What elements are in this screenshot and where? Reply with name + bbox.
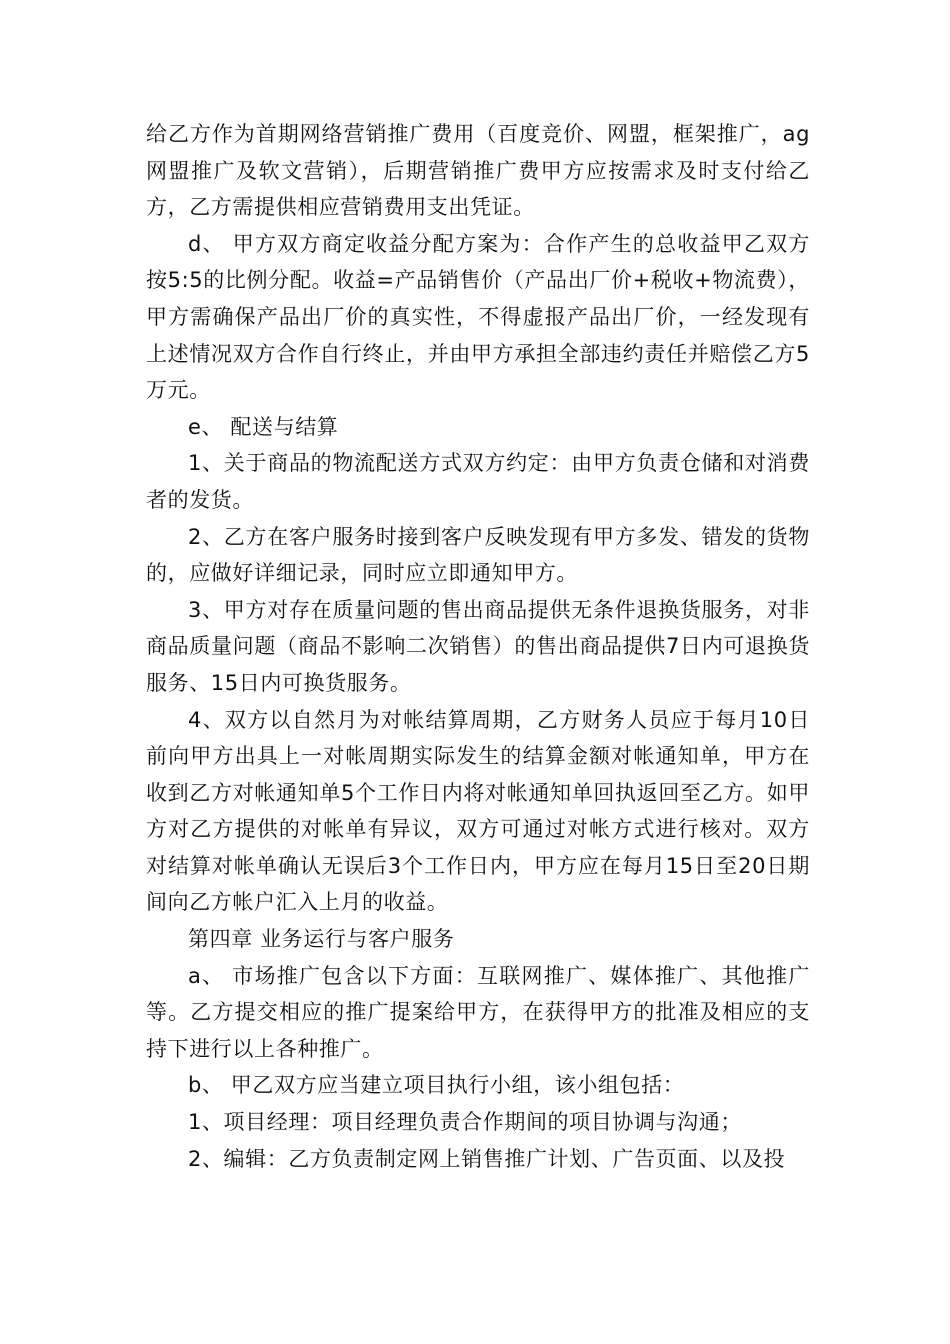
document-body <box>146 116 810 1177</box>
paragraph-0: 给乙方作为首期网络营销推广费用（百度竞价、网盟，框架推广，ag网盟推广及软文营销），后期营销推广费甲方应按需求及时支付给乙方，乙方需提供相应营销费用支出凭证。 <box>146 122 810 220</box>
paragraph-10: 1、项目经理：项目经理负责合作期间的项目协调与沟通； <box>188 1110 742 1135</box>
paragraph-5: 3、甲方对存在质量问题的售出商品提供无条件退换货服务，对非商品质量问题（商品不影响二次销售）的售出商品提供7日内可退换货服务、15日内可换货服务。 <box>146 597 810 695</box>
paragraph-8: a、 市场推广包含以下方面：互联网推广、媒体推广、其他推广等。乙方提交相应的推广提案给甲方，在获得甲方的批准及相应的支持下进行以上各种推广。 <box>146 963 810 1061</box>
paragraph-2: e、 配送与结算 <box>188 414 339 439</box>
paragraph-1: d、 甲方双方商定收益分配方案为：合作产生的总收益甲乙双方按5:5的比例分配。收益=产品销售价（产品出厂价+税收+物流费），甲方需确保产品出厂价的真实性，不得虚报产品出厂价，一经发现有上述情况双方合作自行终止，并由甲方承担全部违约责任并赔偿乙方5万元。 <box>146 231 810 403</box>
paragraph-3: 1、关于商品的物流配送方式双方约定：由甲方负责仓储和对消费者的发货。 <box>146 451 810 512</box>
paragraph-6: 4、双方以自然月为对帐结算周期，乙方财务人员应于每月10日前向甲方出具上一对帐周期实际发生的结算金额对帐通知单，甲方在收到乙方对帐通知单5个工作日内将对帐通知单回执返回至乙方。如甲方对乙方提供的对帐单有异议，双方可通过对帐方式进行核对。双方对结算对帐单确认无误后3个工作日内，甲方应在每月15日至20日期间向乙方帐户汇入上月的收益。 <box>146 707 810 915</box>
chapter-heading: 第四章 业务运行与客户服务 <box>188 927 455 952</box>
paragraph-9: b、 甲乙双方应当建立项目执行小组，该小组包括： <box>188 1073 685 1098</box>
paragraph-11: 2、编辑：乙方负责制定网上销售推广计划、广告页面、以及投 <box>188 1146 786 1171</box>
paragraph-4: 2、乙方在客户服务时接到客户反映发现有甲方多发、错发的货物的，应做好详细记录，同时应立即通知甲方。 <box>146 524 810 586</box>
